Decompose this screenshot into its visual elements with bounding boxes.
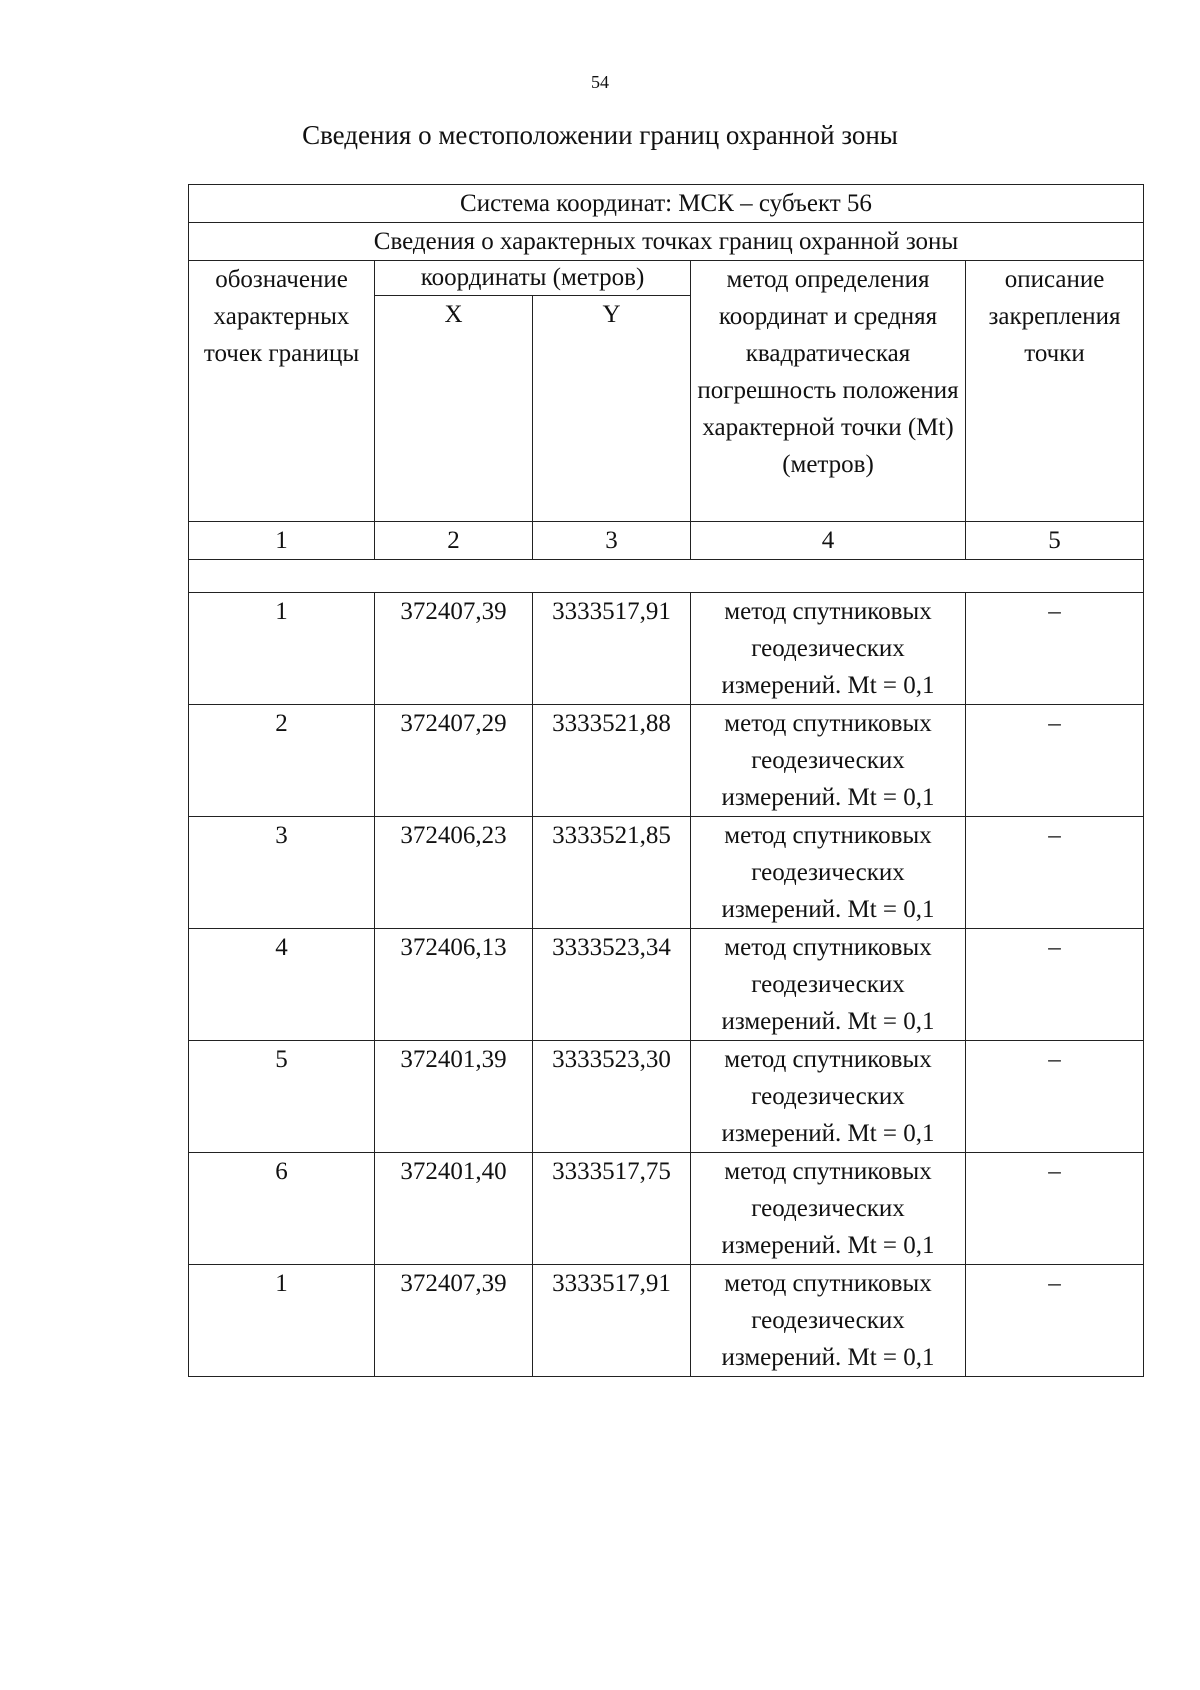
coordinate-system-cell: Система координат: МСК – субъект 56 [189,185,1144,223]
table-row [189,705,1144,817]
column-number: 1 [189,522,375,560]
x-cell: 372406,23 [375,817,533,929]
y-cell: 3333523,34 [533,929,691,1041]
coordinate-system-row [189,185,1144,223]
description-cell: – [966,817,1144,929]
y-cell: 3333523,30 [533,1041,691,1153]
header-method: метод определения координат и средняя квадратическая погрешность положения характерной точки (Mt) (метров) [691,261,966,522]
table-body [189,185,1144,1377]
section-title-row [189,223,1144,261]
column-number: 4 [691,522,966,560]
y-cell: 3333517,75 [533,1153,691,1265]
table-row [189,1265,1144,1377]
method-cell: метод спутниковых геодезических измерений. Mt = 0,1 [691,705,966,817]
y-cell: 3333517,91 [533,1265,691,1377]
column-number: 2 [375,522,533,560]
document-title: Сведения о местоположении границ охранной зоны [302,120,898,150]
point-cell: 1 [189,593,375,705]
description-cell: – [966,1041,1144,1153]
point-cell: 3 [189,817,375,929]
description-cell: – [966,929,1144,1041]
description-cell: – [966,1265,1144,1377]
header-point-designation: обозначение характерных точек границы [189,261,375,522]
y-cell: 3333521,85 [533,817,691,929]
method-cell: метод спутниковых геодезических измерений. Mt = 0,1 [691,817,966,929]
x-cell: 372407,39 [375,593,533,705]
section-title-cell: Сведения о характерных точках границ охранной зоны [189,223,1144,261]
description-cell: – [966,705,1144,817]
x-cell: 372401,40 [375,1153,533,1265]
spacer-row [189,560,1144,593]
y-cell: 3333521,88 [533,705,691,817]
table-row [189,929,1144,1041]
method-cell: метод спутниковых геодезических измерений. Mt = 0,1 [691,929,966,1041]
header-x: X [375,296,533,522]
point-cell: 2 [189,705,375,817]
point-cell: 6 [189,1153,375,1265]
point-cell: 1 [189,1265,375,1377]
point-cell: 4 [189,929,375,1041]
x-cell: 372407,39 [375,1265,533,1377]
method-cell: метод спутниковых геодезических измерений. Mt = 0,1 [691,593,966,705]
column-number: 5 [966,522,1144,560]
column-number: 3 [533,522,691,560]
page-number: 54 [591,72,609,92]
table-row [189,817,1144,929]
header-description: описание закрепления точки [966,261,1144,522]
header-coordinates: координаты (метров) [375,261,691,296]
x-cell: 372407,29 [375,705,533,817]
table-row [189,593,1144,705]
method-cell: метод спутниковых геодезических измерений. Mt = 0,1 [691,1041,966,1153]
description-cell: – [966,1153,1144,1265]
column-number-row [189,522,1144,560]
description-cell: – [966,593,1144,705]
method-cell: метод спутниковых геодезических измерений. Mt = 0,1 [691,1265,966,1377]
column-header-row [189,261,1144,296]
point-cell: 5 [189,1041,375,1153]
boundary-points-table [188,184,1144,1377]
method-cell: метод спутниковых геодезических измерений. Mt = 0,1 [691,1153,966,1265]
table-row [189,1041,1144,1153]
spacer-cell [189,560,1144,593]
table-row [189,1153,1144,1265]
x-cell: 372401,39 [375,1041,533,1153]
x-cell: 372406,13 [375,929,533,1041]
y-cell: 3333517,91 [533,593,691,705]
header-y: Y [533,296,691,522]
